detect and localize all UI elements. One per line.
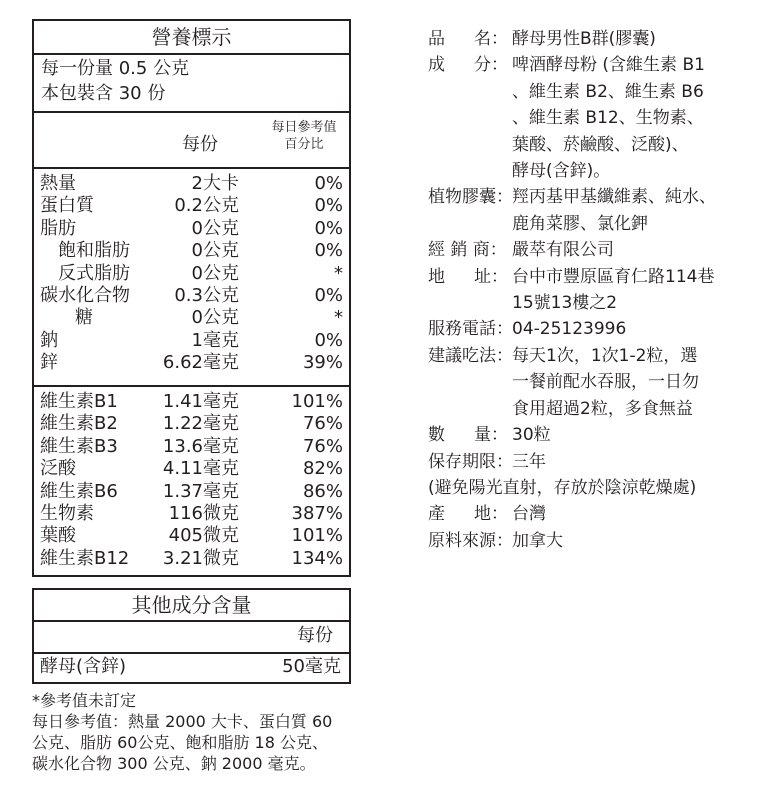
- info-source: [428, 528, 753, 554]
- nutrient-amount: 1毫克: [191, 329, 239, 351]
- info-value: 加拿大: [512, 530, 563, 551]
- vitamin-amount: 13.6毫克: [162, 435, 239, 457]
- info-value: 啤酒酵母粉 (含維生素 B1: [512, 55, 705, 76]
- vitamin-pct: 76%: [302, 413, 343, 435]
- info-key: [428, 501, 508, 527]
- table-row: [34, 413, 349, 435]
- nutrient-amount: 0公克: [191, 217, 239, 239]
- info-key: [428, 422, 508, 448]
- table-row: [34, 481, 349, 503]
- nutrient-pct: 0%: [314, 284, 343, 306]
- nutrient-name: 飽和脂肪: [58, 240, 130, 262]
- info-key: 服務電話：: [428, 319, 513, 340]
- vitamin-amount: 4.11毫克: [162, 458, 239, 480]
- nutrient-amount: 0.2公克: [174, 195, 239, 217]
- info-product-name: [428, 26, 753, 52]
- info-value: 嚴萃有限公司: [512, 240, 614, 261]
- vitamin-pct: 387%: [291, 502, 343, 524]
- vitamin-pct: 134%: [291, 547, 343, 569]
- vitamin-amount: 116微克: [168, 502, 239, 524]
- info-key: 保存期限：: [428, 451, 513, 472]
- info-value: 酵母(含鋅)。: [512, 161, 611, 182]
- other-ingredients-table: [32, 588, 351, 684]
- info-value: (避免陽光直射，存放於陰涼乾燥處): [428, 477, 697, 498]
- info-shelf-life: [428, 449, 753, 475]
- nutrient-name: 反式脂肪: [58, 262, 130, 284]
- info-value: 酵母男性B群(膠囊): [512, 29, 656, 49]
- table-row: [34, 195, 349, 217]
- nutrient-rows: [34, 173, 349, 375]
- col-per-serving: 每份: [182, 134, 218, 155]
- servings-per-pack: 本包裝含 30 份: [41, 83, 166, 104]
- vitamin-amount: 1.37毫克: [162, 480, 239, 502]
- info-storage: [428, 475, 753, 501]
- serving-size: 每一份量 0.5 公克: [41, 58, 190, 79]
- info-key-part: 數: [428, 425, 445, 446]
- info-key-part: 地: [428, 266, 445, 287]
- vitamin-pct: 82%: [302, 458, 343, 480]
- footnote-line: 碳水化合物 300 公克、鈉 2000 毫克。: [32, 754, 316, 773]
- info-quantity: [428, 422, 753, 448]
- footnote-line: *參考值未訂定: [32, 691, 137, 710]
- serving-info: [41, 56, 189, 106]
- info-capsule: [428, 184, 753, 237]
- other-name: 酵母(含鋅): [40, 656, 127, 677]
- footnote-line: 公克、脂肪 60公克、飽和脂肪 18 公克、: [32, 733, 328, 752]
- info-usage: [428, 343, 753, 422]
- vitamin-name: 葉酸: [40, 525, 76, 547]
- info-phone: [428, 316, 753, 342]
- vitamin-amount: 3.21微克: [162, 547, 239, 569]
- info-key: 經 銷 商：: [428, 240, 507, 261]
- table-row: [34, 525, 349, 547]
- info-key-part: 成: [428, 55, 445, 76]
- nutrient-pct: 0%: [314, 329, 343, 351]
- info-value: 、維生素 B12、生物素、: [512, 108, 704, 129]
- info-key-part: 量：: [474, 425, 508, 446]
- nutrient-amount: 0公克: [191, 307, 239, 329]
- info-key: 建議吃法：: [428, 345, 513, 366]
- col-daily-value-line2: 百分比: [284, 137, 324, 152]
- info-key: 原料來源：: [428, 530, 513, 551]
- info-key-part: 分：: [474, 55, 508, 76]
- nutrient-name: 糖: [75, 307, 93, 329]
- vitamin-amount: 405微克: [168, 525, 239, 547]
- nutrient-name: 蛋白質: [40, 195, 94, 217]
- nutrient-pct: 0%: [314, 240, 343, 262]
- info-value: 每天1次，1次1-2粒，選: [512, 345, 698, 366]
- footnote-line: 每日參考值：熱量 2000 大卡、蛋白質 60: [32, 712, 333, 731]
- info-value: 葉酸、菸鹼酸、泛酸)、: [512, 134, 689, 155]
- other-amount: 50毫克: [282, 656, 341, 677]
- nutrient-pct: 0%: [314, 195, 343, 217]
- nutrition-title: 營養標示: [34, 21, 349, 55]
- table-row: [34, 263, 349, 285]
- table-row: [34, 173, 349, 195]
- vitamin-name: 維生素B6: [40, 480, 118, 502]
- table-row: [34, 352, 349, 374]
- nutrition-table: [32, 19, 351, 577]
- vitamin-rows: [34, 391, 349, 570]
- table-row: [34, 240, 349, 262]
- info-address: [428, 264, 753, 317]
- nutrient-amount: 0公克: [191, 240, 239, 262]
- info-key: [428, 26, 508, 52]
- table-row: [34, 458, 349, 480]
- info-value: 15號13樓之2: [512, 293, 618, 314]
- nutrition-header: [34, 111, 349, 169]
- table-row: [34, 436, 349, 458]
- info-value: 台灣: [512, 504, 546, 525]
- nutrient-pct: 0%: [314, 217, 343, 239]
- other-title: 其他成分含量: [34, 590, 349, 622]
- info-dealer: [428, 237, 753, 263]
- vitamin-name: 維生素B12: [40, 547, 130, 569]
- nutrient-name: 鋅: [40, 352, 58, 374]
- vitamin-name: 維生素B2: [40, 413, 118, 435]
- nutrient-pct: *: [334, 262, 343, 284]
- vitamin-pct: 76%: [302, 435, 343, 457]
- nutrient-name: 鈉: [40, 329, 58, 351]
- table-row: [34, 330, 349, 352]
- vitamin-name: 維生素B1: [40, 391, 118, 412]
- nutrient-pct: 0%: [314, 173, 343, 194]
- nutrient-amount: 2大卡: [191, 173, 239, 194]
- info-key-part: 址：: [474, 266, 508, 287]
- info-key-part: 品: [428, 29, 445, 49]
- nutrient-amount: 0公克: [191, 262, 239, 284]
- vitamin-amount: 1.22毫克: [162, 413, 239, 435]
- other-col-per-serving: 每份: [297, 625, 333, 646]
- info-value: 30粒: [512, 425, 551, 446]
- info-key-part: 地：: [474, 504, 508, 525]
- info-key: 植物膠囊：: [428, 187, 513, 208]
- vitamin-pct: 101%: [291, 525, 343, 547]
- table-row: [34, 285, 349, 307]
- info-key: [428, 52, 508, 78]
- table-row: [34, 307, 349, 329]
- table-row: [34, 218, 349, 240]
- nutrient-name: 熱量: [40, 173, 76, 194]
- section-divider: [34, 385, 349, 387]
- info-value: 、維生素 B2、維生素 B6: [512, 81, 704, 102]
- other-header: [34, 620, 349, 654]
- info-value: 食用超過2粒，多食無益: [512, 398, 693, 419]
- table-row: [34, 391, 349, 413]
- vitamin-name: 泛酸: [40, 458, 76, 480]
- info-key-part: 產: [428, 504, 445, 525]
- info-value: 羥丙基甲基纖維素、純水、: [512, 187, 716, 208]
- info-origin: [428, 501, 753, 527]
- nutrient-name: 碳水化合物: [40, 284, 130, 306]
- info-key: [428, 264, 508, 290]
- info-value: 04-25123996: [512, 319, 627, 340]
- info-key-part: 名：: [474, 29, 508, 49]
- nutrient-pct: 39%: [302, 352, 343, 374]
- info-ingredients: [428, 52, 753, 184]
- table-row: [34, 503, 349, 525]
- info-value: 一餐前配水吞服，一日勿: [512, 372, 699, 393]
- footnotes: [32, 690, 362, 774]
- info-value: 台中市豐原區育仁路114巷: [512, 266, 715, 287]
- info-value: 三年: [512, 451, 546, 472]
- table-row: [34, 548, 349, 570]
- vitamin-name: 維生素B3: [40, 435, 118, 457]
- nutrient-name: 脂肪: [40, 217, 76, 239]
- nutrient-amount: 0.3公克: [174, 284, 239, 306]
- table-row: [34, 652, 349, 682]
- col-daily-value: [265, 119, 343, 153]
- nutrient-amount: 6.62毫克: [162, 352, 239, 374]
- vitamin-pct: 86%: [302, 480, 343, 502]
- info-value: 鹿角菜膠、氯化鉀: [512, 213, 648, 234]
- vitamin-name: 生物素: [40, 502, 94, 524]
- nutrient-pct: *: [334, 307, 343, 329]
- vitamin-pct: 101%: [291, 391, 343, 412]
- product-info: [428, 26, 753, 554]
- vitamin-amount: 1.41毫克: [162, 391, 239, 412]
- col-daily-value-line1: 每日參考值: [271, 120, 337, 135]
